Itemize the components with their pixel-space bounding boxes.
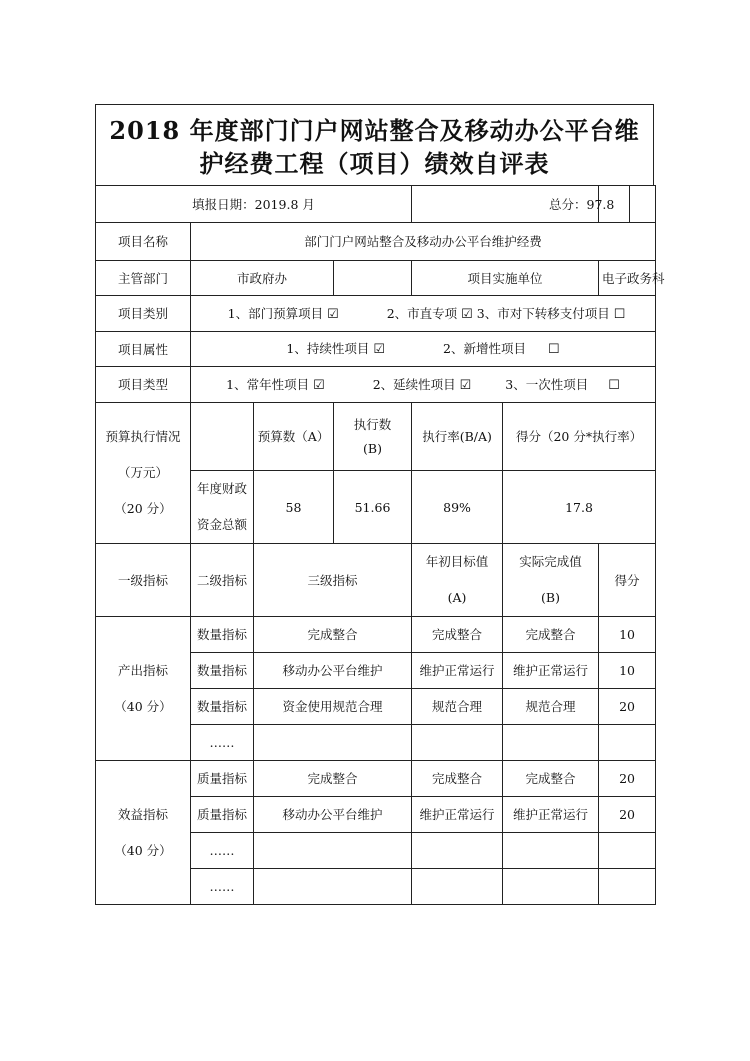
- actual-cell: 规范合理: [503, 689, 599, 725]
- level2-cell: 质量指标: [191, 761, 254, 797]
- score-cell: 10: [599, 653, 656, 689]
- unchecked-box-icon[interactable]: ☐: [608, 377, 620, 393]
- actual-cell: [503, 833, 599, 869]
- score-cell: [599, 833, 656, 869]
- indicator-col-3: 三级指标: [254, 544, 412, 617]
- department-value: 市政府办: [191, 261, 334, 296]
- level2-cell: 数量指标: [191, 653, 254, 689]
- category-option-1: 1、部门预算项目: [227, 305, 324, 321]
- target-cell: 完成整合: [412, 761, 503, 797]
- benefit-label: 效益指标 （40 分）: [96, 761, 191, 905]
- department-label: 主管部门: [96, 261, 191, 296]
- total-score: 总分：97.8: [599, 186, 630, 223]
- attribute-label: 项目属性: [96, 332, 191, 367]
- exec-value: 51.66: [334, 471, 412, 544]
- target-cell: [412, 725, 503, 761]
- level2-cell: ……: [191, 833, 254, 869]
- level3-cell: [254, 833, 412, 869]
- level3-cell: [254, 869, 412, 905]
- project-name-label: 项目名称: [96, 223, 191, 261]
- budget-col-score: 得分（20 分*执行率）: [503, 403, 656, 471]
- score-cell: [599, 869, 656, 905]
- type-option-2: 2、延续性项目: [372, 376, 456, 392]
- actual-cell: [503, 725, 599, 761]
- score-cell: 20: [599, 797, 656, 833]
- level3-cell: 移动办公平台维护: [254, 653, 412, 689]
- department-blank: [334, 261, 412, 296]
- target-cell: [412, 833, 503, 869]
- form-title: [95, 104, 654, 186]
- type-options: [191, 367, 656, 403]
- table-row: [96, 761, 656, 797]
- level2-cell: 数量指标: [191, 689, 254, 725]
- category-row: [96, 296, 656, 332]
- attribute-option-2: 2、新增性项目: [443, 341, 526, 356]
- actual-cell: [503, 869, 599, 905]
- budget-value: 58: [254, 471, 334, 544]
- type-option-3: 3、一次性项目: [505, 376, 589, 392]
- target-cell: 维护正常运行: [412, 653, 503, 689]
- type-row: [96, 367, 656, 403]
- level3-cell: 移动办公平台维护: [254, 797, 412, 833]
- budget-label-line-2: （万元）: [117, 465, 168, 480]
- attribute-option-1: 1、持续性项目: [286, 341, 370, 356]
- fill-date: 填报日期：2019.8 月: [96, 186, 412, 223]
- attribute-row: [96, 332, 656, 367]
- indicator-header-row: [96, 544, 656, 617]
- level3-cell: [254, 725, 412, 761]
- impl-unit-value: 电子政务科: [599, 261, 656, 296]
- budget-label-line-1: 预算执行情况: [105, 429, 181, 444]
- department-row: [96, 261, 656, 296]
- impl-unit-label: 项目实施单位: [412, 261, 599, 296]
- level2-cell: 数量指标: [191, 617, 254, 653]
- header-end-blank: [630, 186, 656, 223]
- type-label: 项目类型: [96, 367, 191, 403]
- category-label: 项目类别: [96, 296, 191, 332]
- unchecked-box-icon[interactable]: ☐: [613, 306, 626, 322]
- indicator-col-1: 一级指标: [96, 544, 191, 617]
- score-value: 17.8: [503, 471, 656, 544]
- target-cell: [412, 869, 503, 905]
- header-row: [96, 186, 656, 223]
- checked-box-icon[interactable]: ☑: [461, 306, 473, 322]
- actual-cell: 完成整合: [503, 617, 599, 653]
- level3-cell: 完成整合: [254, 617, 412, 653]
- budget-label-line-3: （20 分）: [114, 501, 172, 516]
- score-cell: 20: [599, 761, 656, 797]
- level3-cell: 资金使用规范合理: [254, 689, 412, 725]
- category-options: [191, 296, 656, 332]
- score-cell: [599, 725, 656, 761]
- rate-value: 89%: [412, 471, 503, 544]
- indicator-col-2: 二级指标: [191, 544, 254, 617]
- category-option-3: 3、市对下转移支付项目: [476, 305, 610, 321]
- actual-cell: 维护正常运行: [503, 797, 599, 833]
- actual-cell: 完成整合: [503, 761, 599, 797]
- level2-cell: ……: [191, 725, 254, 761]
- unchecked-box-icon[interactable]: ☐: [547, 342, 560, 357]
- category-option-2: 2、市直专项: [386, 305, 458, 321]
- evaluation-form-table: [95, 185, 665, 905]
- target-cell: 规范合理: [412, 689, 503, 725]
- table-row: [96, 617, 656, 653]
- target-cell: 维护正常运行: [412, 797, 503, 833]
- checked-box-icon[interactable]: ☑: [459, 377, 472, 393]
- attribute-options: [191, 332, 656, 367]
- indicator-col-score: 得分: [599, 544, 656, 617]
- level2-cell: 质量指标: [191, 797, 254, 833]
- level3-cell: 完成整合: [254, 761, 412, 797]
- title-line-2: 护经费工程（项目）绩效自评表: [199, 149, 550, 178]
- score-cell: 20: [599, 689, 656, 725]
- score-cell: 10: [599, 617, 656, 653]
- indicator-col-actual: 实际完成值 (B): [503, 544, 599, 617]
- title-line-1: 2018 年度部门门户网站整合及移动办公平台维: [109, 116, 640, 145]
- budget-col-exec: 执行数 (B): [334, 403, 412, 471]
- budget-header-blank: [191, 403, 254, 471]
- indicator-col-target: 年初目标值 (A): [412, 544, 503, 617]
- project-name-value: 部门门户网站整合及移动办公平台维护经费: [191, 223, 656, 261]
- budget-col-budget: 预算数（A）: [254, 403, 334, 471]
- type-option-1: 1、常年性项目: [226, 376, 310, 392]
- checked-box-icon[interactable]: ☑: [313, 377, 325, 393]
- budget-row-label: 年度财政 资金总额: [191, 471, 254, 544]
- budget-header-row: [96, 403, 656, 471]
- level2-cell: ……: [191, 869, 254, 905]
- project-name-row: [96, 223, 656, 261]
- checked-box-icon[interactable]: ☑: [373, 342, 386, 357]
- output-label: 产出指标 （40 分）: [96, 617, 191, 761]
- budget-label: [96, 403, 191, 544]
- checked-box-icon[interactable]: ☑: [327, 306, 339, 322]
- actual-cell: 维护正常运行: [503, 653, 599, 689]
- target-cell: 完成整合: [412, 617, 503, 653]
- budget-col-rate: 执行率(B/A): [412, 403, 503, 471]
